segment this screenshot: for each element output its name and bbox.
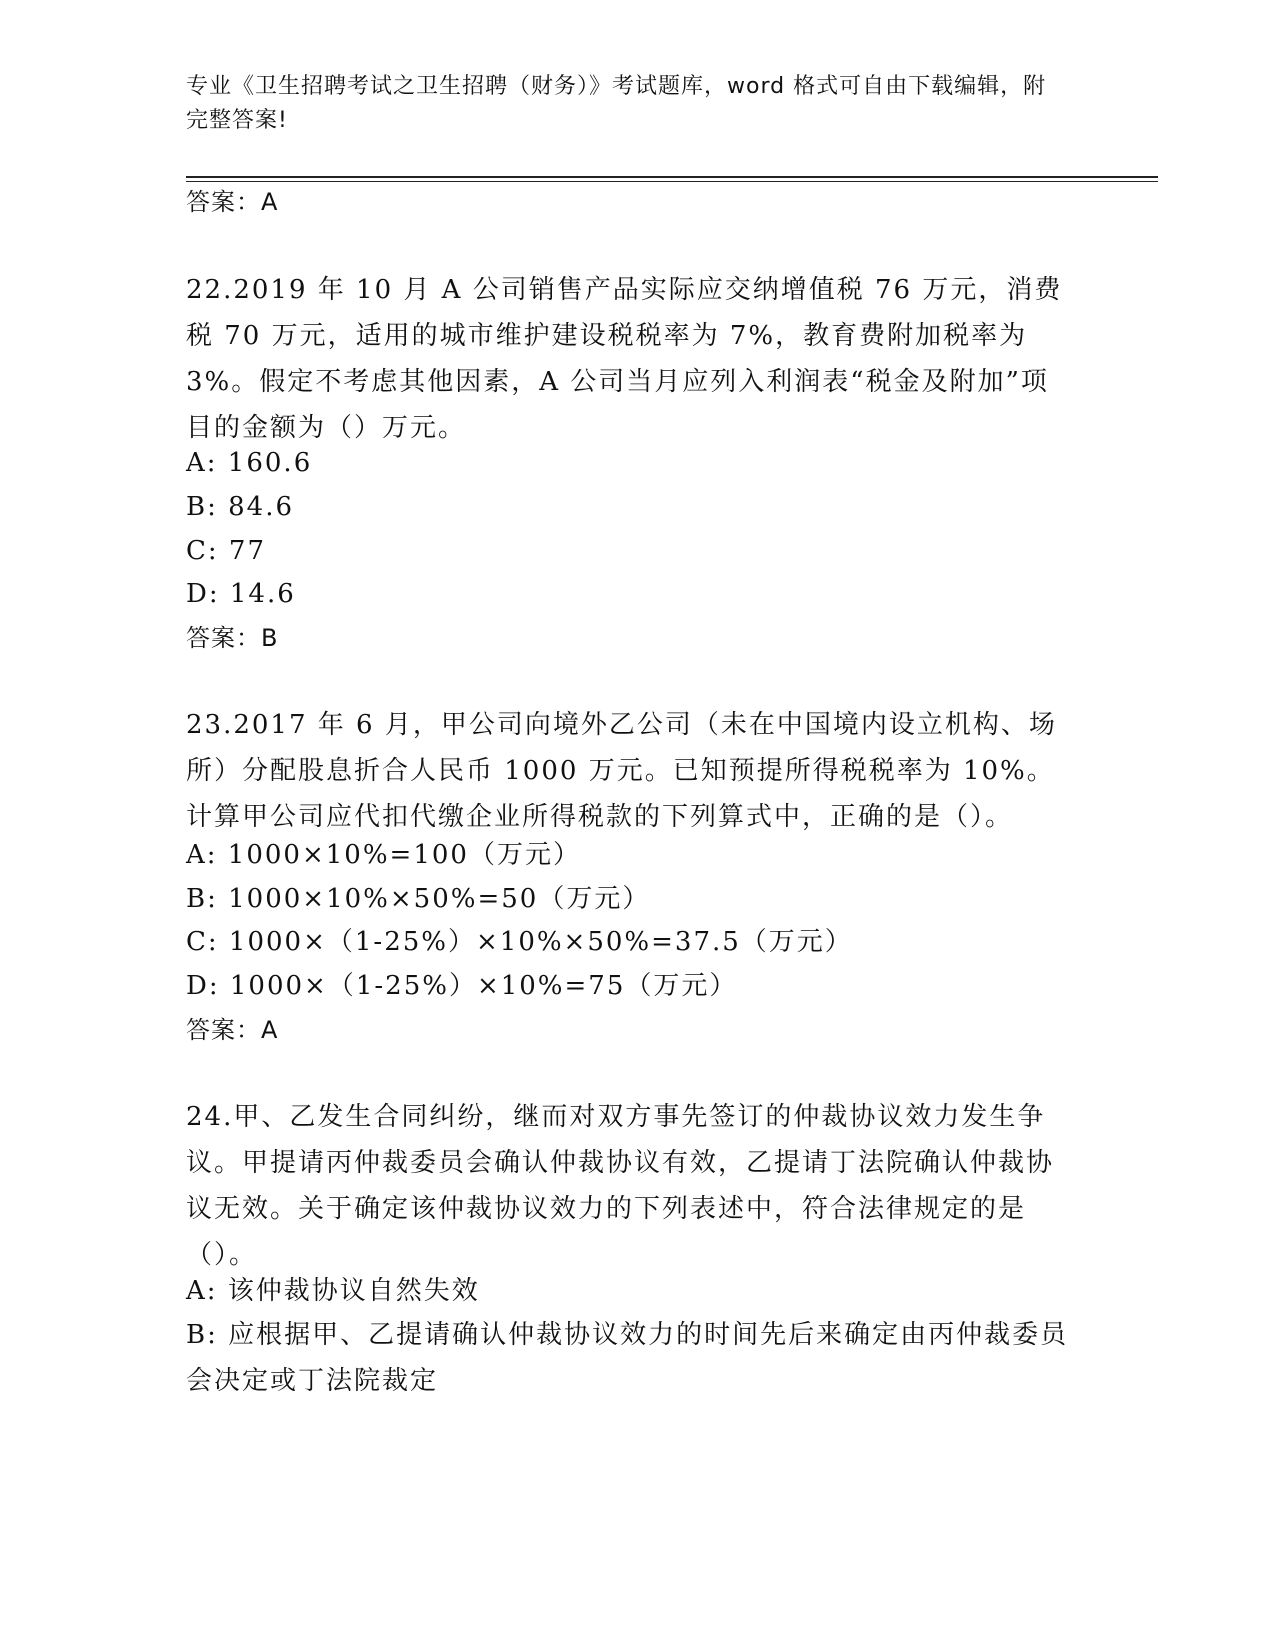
answer-previous: 答案：A [186, 188, 279, 216]
question-22-option-c: C: 77 [186, 536, 267, 566]
question-22-option-d: D: 14.6 [186, 579, 296, 609]
question-23-stem: 23.2017 年 6 月，甲公司向境外乙公司（未在中国境内设立机构、场所）分配股息折合人民币 1000 万元。已知预提所得税税率为 10%。计算甲公司应代扣代缴企业所得税款的下列算式中，正确的是（）。 [186, 710, 1057, 832]
header-divider [186, 176, 1158, 182]
question-22-stem: 22.2019 年 10 月 A 公司销售产品实际应交纳增值税 76 万元，消费税 70 万元，适用的城市维护建设税税率为 7%，教育费附加税率为 3%。假定不考虑其他因素，A 公司当月应列入利润表“税金及附加”项目的金额为（）万元。 [186, 275, 1063, 443]
question-23-option-a: A: 1000×10%=100（万元） [186, 840, 581, 870]
question-22-option-a: A: 160.6 [186, 448, 313, 478]
question-24-option-b: B: 应根据甲、乙提请确认仲裁协议效力的时间先后来确定由丙仲裁委员会决定或丁法院裁定 [186, 1320, 1069, 1396]
question-23-option-d: D: 1000×（1-25%）×10%=75（万元） [186, 971, 738, 1001]
question-22-option-b: B: 84.6 [186, 492, 295, 522]
question-23-option-c: C: 1000×（1-25%）×10%×50%=37.5（万元） [186, 927, 853, 957]
question-24-option-a: A: 该仲裁协议自然失效 [186, 1276, 480, 1306]
question-24-stem: 24.甲、乙发生合同纠纷，继而对双方事先签订的仲裁协议效力发生争议。甲提请丙仲裁委员会确认仲裁协议有效，乙提请丁法院确认仲裁协议无效。关于确定该仲裁协议效力的下列表述中，符合法律规定的是（）。 [186, 1102, 1055, 1270]
page-header: 专业《卫生招聘考试之卫生招聘（财务）》考试题库，word 格式可自由下载编辑，附完整答案! [186, 74, 1047, 133]
question-23-option-b: B: 1000×10%×50%=50（万元） [186, 884, 651, 914]
question-22-answer: 答案：B [186, 624, 279, 652]
question-23-answer: 答案：A [186, 1016, 279, 1044]
